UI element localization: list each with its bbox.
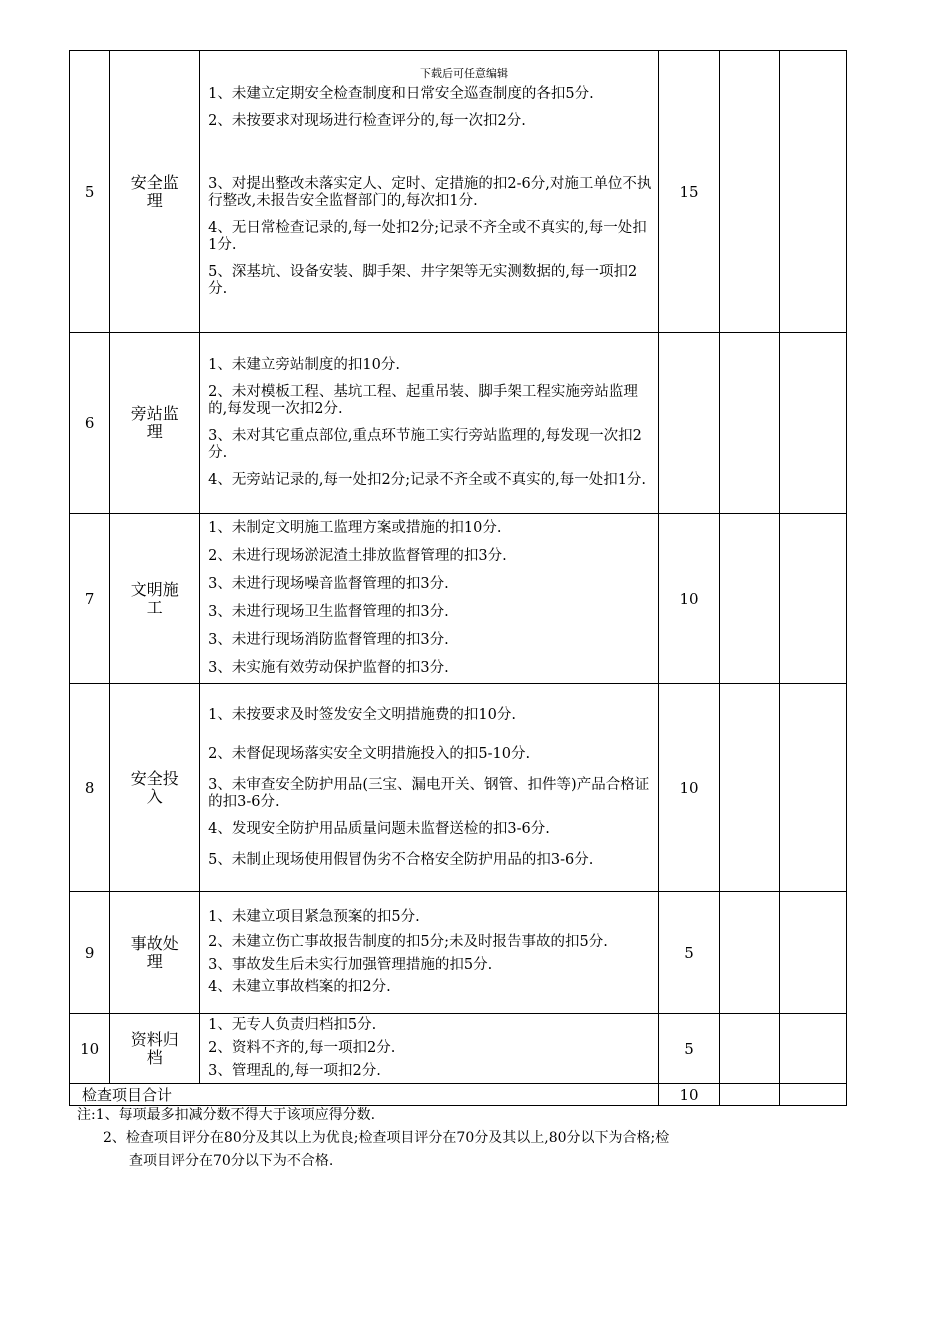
item-name: 文明施工 xyxy=(130,579,179,617)
deduction-rules xyxy=(200,892,659,1014)
table-row xyxy=(70,1014,847,1084)
row-number: 5 xyxy=(70,51,110,333)
row-number: 9 xyxy=(70,892,110,1014)
item-name-cell xyxy=(110,514,200,684)
deduct-cell xyxy=(719,333,780,514)
rule-text: 3、未对其它重点部位,重点环节施工实行旁站监理的,每发现一次扣2分. xyxy=(208,428,642,461)
note-line: 注:1、每项最多扣减分数不得大于该项应得分数. xyxy=(77,1107,376,1123)
rule-text: 2、资料不齐的,每一项扣2分. xyxy=(208,1040,396,1056)
row-number: 6 xyxy=(70,333,110,514)
rule-text: 3、未进行现场噪音监督管理的扣3分. xyxy=(208,576,449,592)
deduction-rules xyxy=(200,514,659,684)
note-line: 查项目评分在70分以下为不合格. xyxy=(129,1153,334,1169)
deduct-cell xyxy=(719,1014,780,1084)
actual-score-cell xyxy=(780,1014,847,1084)
actual-score-cell xyxy=(780,333,847,514)
score-cell: 15 xyxy=(659,51,720,333)
score-cell: 10 xyxy=(659,684,720,892)
item-name-cell xyxy=(110,333,200,514)
rule-text: 5、深基坑、设备安装、脚手架、井字架等无实测数据的,每一项扣2分. xyxy=(208,263,638,297)
rule-text: 4、发现安全防护用品质量问题未监督送检的扣3-6分. xyxy=(208,820,550,837)
item-name: 旁站监理 xyxy=(130,404,179,441)
item-name: 安全投入 xyxy=(130,768,179,806)
row-number: 7 xyxy=(70,514,110,684)
item-name-cell xyxy=(110,684,200,892)
actual-score-cell xyxy=(780,684,847,892)
rule-text: 4、未建立事故档案的扣2分. xyxy=(208,979,391,995)
watermark-text: 下载后可任意编辑 xyxy=(420,67,508,80)
item-name-cell xyxy=(110,1014,200,1084)
rule-text: 3、未进行现场卫生监督管理的扣3分. xyxy=(208,604,449,620)
note-line: 2、检查项目评分在80分及其以上为优良;检查项目评分在70分及其以上,80分以下为合格;检 xyxy=(103,1130,670,1146)
rule-text: 2、未按要求对现场进行检查评分的,每一次扣2分. xyxy=(208,112,526,129)
rule-text: 3、事故发生后未实行加强管理措施的扣5分. xyxy=(208,957,493,973)
item-name: 安全监理 xyxy=(130,172,179,210)
score-cell: 10 xyxy=(659,514,720,684)
rule-text: 3、管理乱的,每一项扣2分. xyxy=(208,1063,381,1079)
deduction-rules xyxy=(200,684,659,892)
actual-score-cell xyxy=(780,51,847,333)
rule-text: 4、无旁站记录的,每一处扣2分;记录不齐全或不真实的,每一处扣1分. xyxy=(208,472,647,488)
rule-text: 1、未按要求及时签发安全文明措施费的扣10分. xyxy=(208,706,516,723)
deduct-cell xyxy=(719,51,780,333)
actual-score-cell xyxy=(780,892,847,1014)
score-cell: 5 xyxy=(659,892,720,1014)
rule-text: 1、未建立项目紧急预案的扣5分. xyxy=(208,909,420,925)
total-label: 检查项目合计 xyxy=(70,1084,659,1106)
table-row xyxy=(70,892,847,1014)
rule-text: 5、未制止现场使用假冒伪劣不合格安全防护用品的扣3-6分. xyxy=(208,851,594,868)
item-name-cell xyxy=(110,892,200,1014)
rule-text: 2、未建立伤亡事故报告制度的扣5分;未及时报告事故的扣5分. xyxy=(208,934,608,950)
table-row xyxy=(70,684,847,892)
item-name: 事故处理 xyxy=(130,933,179,971)
total-deduct-cell xyxy=(719,1084,780,1106)
rule-text: 3、未实施有效劳动保护监督的扣3分. xyxy=(208,660,449,676)
rule-text: 2、未对模板工程、基坑工程、起重吊装、脚手架工程实施旁站监理的,每发现一次扣2分. xyxy=(208,384,638,417)
deduction-rules xyxy=(200,1014,659,1084)
row-number: 8 xyxy=(70,684,110,892)
actual-score-cell xyxy=(780,514,847,684)
rule-text: 3、未进行现场消防监督管理的扣3分. xyxy=(208,632,449,648)
rule-text: 3、未审查安全防护用品(三宝、漏电开关、钢管、扣件等)产品合格证的扣3-6分. xyxy=(208,776,650,810)
deduction-rules xyxy=(200,51,659,333)
total-row xyxy=(70,1084,847,1106)
rule-text: 4、无日常检查记录的,每一处扣2分;记录不齐全或不真实的,每一处扣1分. xyxy=(208,219,647,253)
rule-text: 1、无专人负责归档扣5分. xyxy=(208,1017,377,1033)
rule-text: 2、未督促现场落实安全文明措施投入的扣5-10分. xyxy=(208,745,531,762)
item-name: 资料归档 xyxy=(130,1029,179,1067)
rule-text: 2、未进行现场淤泥渣土排放监督管理的扣3分. xyxy=(208,548,507,564)
rule-text: 1、未制定文明施工监理方案或措施的扣10分. xyxy=(208,520,502,536)
footnotes xyxy=(77,1104,669,1173)
rule-text: 1、未建立定期安全检查制度和日常安全巡查制度的各扣5分. xyxy=(208,85,594,102)
total-actual-cell xyxy=(780,1084,847,1106)
item-name-cell xyxy=(110,51,200,333)
deduct-cell xyxy=(719,684,780,892)
deduction-rules xyxy=(200,333,659,514)
row-number: 10 xyxy=(70,1014,110,1084)
rule-text: 1、未建立旁站制度的扣10分. xyxy=(208,357,400,373)
deduct-cell xyxy=(719,514,780,684)
inspection-score-table xyxy=(69,50,847,1106)
rule-text: 3、对提出整改未落实定人、定时、定措施的扣2-6分,对施工单位不执行整改,未报告安全监督部门的,每次扣1分. xyxy=(208,175,652,209)
score-cell: 5 xyxy=(659,1014,720,1084)
total-score: 10 xyxy=(659,1084,720,1106)
table-row xyxy=(70,514,847,684)
table-row xyxy=(70,333,847,514)
score-cell xyxy=(659,333,720,514)
table-row xyxy=(70,51,847,333)
deduct-cell xyxy=(719,892,780,1014)
